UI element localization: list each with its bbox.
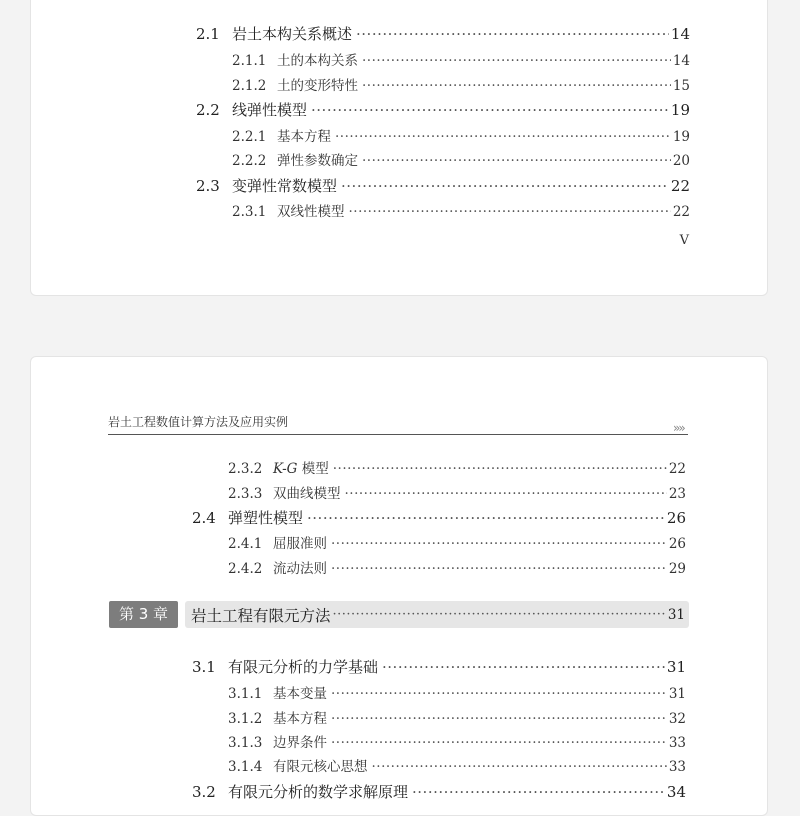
toc-entry-number: 3.1	[192, 658, 216, 676]
toc-entry[interactable]	[228, 731, 686, 751]
dot-leader	[362, 78, 671, 94]
chapter-heading-bar[interactable]	[185, 601, 689, 628]
dot-leader	[382, 658, 665, 676]
toc-entry-title: 有限元分析的力学基础	[228, 658, 379, 676]
toc-entry-title: 有限元核心思想	[273, 759, 368, 775]
toc-entry-title	[273, 457, 329, 477]
toc-entry-number: 2.4.2	[228, 561, 263, 577]
toc-entry-number: 2.3.3	[228, 486, 263, 502]
toc-entry-number: 3.1.1	[228, 686, 263, 702]
toc-entry-page: 33	[668, 735, 686, 751]
dot-leader	[331, 711, 667, 727]
toc-entry-page: 31	[666, 658, 686, 676]
dot-leader	[362, 153, 671, 169]
chapter-page: 31	[667, 606, 685, 623]
toc-entry-page: 33	[668, 759, 686, 775]
toc-entry-title: 边界条件	[273, 735, 327, 751]
toc-entry-number: 2.1.1	[232, 53, 267, 69]
dot-leader	[331, 561, 667, 577]
dot-leader	[333, 461, 667, 477]
toc-entry-page: 20	[672, 153, 690, 169]
toc-entry[interactable]	[196, 175, 690, 196]
toc-entry[interactable]	[228, 557, 686, 577]
dot-leader	[412, 783, 665, 801]
dot-leader	[311, 101, 669, 119]
toc-entry-number: 2.2.1	[232, 129, 267, 145]
toc-entry-title: 线弹性模型	[232, 101, 308, 119]
toc-entry-title-rest: 模型	[297, 461, 329, 477]
toc-entry-page: 14	[672, 53, 690, 69]
toc-page-upper	[30, 0, 768, 296]
toc-entry[interactable]	[228, 457, 686, 477]
toc-entry-number: 2.2	[196, 101, 220, 119]
toc-entry-number: 3.1.2	[228, 711, 263, 727]
toc-entry-page: 32	[668, 711, 686, 727]
running-head: 岩土工程数值计算方法及应用实例	[108, 415, 289, 429]
chapter-title: 岩土工程有限元方法	[191, 606, 331, 625]
toc-entry[interactable]	[228, 482, 686, 502]
dot-leader	[335, 129, 671, 145]
toc-page-lower	[30, 356, 768, 816]
toc-entry-number: 3.2	[192, 783, 216, 801]
toc-entry-page: 26	[668, 536, 686, 552]
toc-entry-number: 3.1.3	[228, 735, 263, 751]
toc-entry-title-italic: K-G	[273, 461, 298, 477]
toc-entry[interactable]	[196, 23, 690, 44]
toc-entry-page: 22	[668, 461, 686, 477]
dot-leader	[341, 177, 669, 195]
toc-entry[interactable]	[232, 74, 690, 94]
toc-entry-page: 23	[668, 486, 686, 502]
dot-leader	[333, 607, 666, 622]
dot-leader	[331, 686, 667, 702]
toc-entry[interactable]	[228, 682, 686, 702]
toc-entry-number: 3.1.4	[228, 759, 263, 775]
toc-entry-number: 2.1	[196, 25, 220, 43]
toc-entry[interactable]	[228, 755, 686, 775]
toc-entry-title: 有限元分析的数学求解原理	[228, 783, 409, 801]
toc-entry[interactable]	[228, 707, 686, 727]
chevron-icon: »»	[673, 421, 684, 435]
dot-leader	[307, 509, 665, 527]
toc-entry-title: 弹塑性模型	[228, 509, 304, 527]
toc-entry[interactable]	[192, 507, 686, 528]
toc-entry-number: 2.3.2	[228, 461, 263, 477]
toc-entry-page: 31	[668, 686, 686, 702]
dot-leader	[372, 759, 667, 775]
header-rule	[108, 434, 688, 435]
dot-leader	[331, 536, 667, 552]
toc-entry-number: 2.1.2	[232, 78, 267, 94]
toc-entry-number: 2.3	[196, 177, 220, 195]
toc-entry-page: 29	[668, 561, 686, 577]
toc-entry-page: 26	[666, 509, 686, 527]
toc-entry-title: 弹性参数确定	[277, 153, 358, 169]
toc-entry-number: 2.4	[192, 509, 216, 527]
toc-entry[interactable]	[196, 99, 690, 120]
toc-entry-title: 双线性模型	[277, 204, 345, 220]
toc-entry[interactable]	[192, 781, 686, 802]
toc-entry[interactable]	[228, 532, 686, 552]
toc-entry-page: 14	[670, 25, 690, 43]
toc-entry-number: 2.2.2	[232, 153, 267, 169]
toc-entry-page: 19	[670, 101, 690, 119]
dot-leader	[356, 25, 669, 43]
dot-leader	[345, 486, 667, 502]
toc-entry-page: 15	[672, 78, 690, 94]
toc-entry-page: 22	[672, 204, 690, 220]
toc-entry-title: 基本方程	[277, 129, 331, 145]
toc-entry-number: 2.4.1	[228, 536, 263, 552]
toc-entry-number: 2.3.1	[232, 204, 267, 220]
toc-entry[interactable]	[232, 49, 690, 69]
toc-entry-title: 土的本构关系	[277, 53, 358, 69]
chapter-label-badge: 第 3 章	[109, 601, 178, 628]
toc-entry[interactable]	[192, 656, 686, 677]
toc-entry-title: 变弹性常数模型	[232, 177, 338, 195]
toc-entry-title: 基本方程	[273, 711, 327, 727]
toc-entry-title: 基本变量	[273, 686, 327, 702]
toc-entry-title: 流动法则	[273, 561, 327, 577]
toc-entry[interactable]	[232, 125, 690, 145]
toc-entry[interactable]	[232, 149, 690, 169]
toc-entry-title: 岩土本构关系概述	[232, 25, 353, 43]
toc-entry-title: 土的变形特性	[277, 78, 358, 94]
toc-entry-page: 19	[672, 129, 690, 145]
toc-entry-title: 双曲线模型	[273, 486, 341, 502]
toc-entry-page: 22	[670, 177, 690, 195]
dot-leader	[331, 735, 667, 751]
toc-entry-page: 34	[666, 783, 686, 801]
dot-leader	[362, 53, 671, 69]
roman-page-number: V	[679, 233, 689, 248]
toc-entry[interactable]	[232, 200, 690, 220]
dot-leader	[349, 204, 671, 220]
toc-entry-title: 屈服准则	[273, 536, 327, 552]
